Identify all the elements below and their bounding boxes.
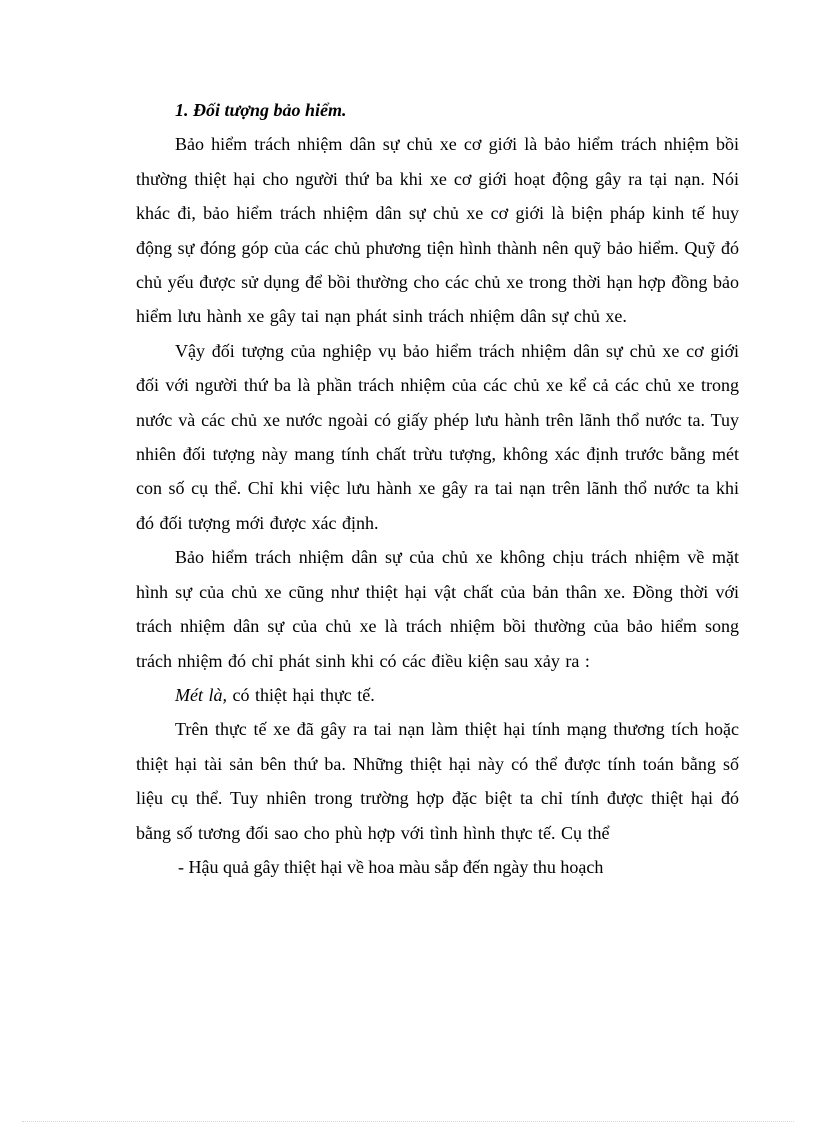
section-heading: 1. Đối tượng bảo hiểm. (175, 100, 347, 120)
paragraph-definition: Bảo hiểm trách nhiệm dân sự chủ xe cơ giới là bảo hiểm trách nhiệm bồi thường thiệt hại cho người thứ ba khi xe cơ giới hoạt động gây ra tại nạn. Nói khác đi, bảo hiểm trách nhiệm dân sự chủ xe cơ giới là biện pháp kinh tế huy động sự đóng góp của các chủ phương tiện hình thành nên quỹ bảo hiểm. Quỹ đó chủ yếu được sử dụng để bồi thường cho các chủ xe trong thời hạn hợp đồng bảo hiểm lưu hành xe gây tai nạn phát sinh trách nhiệm dân sự chủ xe. (136, 134, 739, 327)
paragraph-condition-one (136, 678, 739, 712)
page-bottom-rule (22, 1121, 794, 1122)
document-body (136, 93, 739, 884)
condition-text: có thiệt hại thực tế. (227, 684, 375, 705)
paragraph-insured-object: Vậy đối tượng của nghiệp vụ bảo hiểm trách nhiệm dân sự chủ xe cơ giới đối với người thứ ba là phần trách nhiệm của các chủ xe kể cả các chủ xe trong nước và các chủ xe nước ngoài có giấy phép lưu hành trên lãnh thổ nước ta. Tuy nhiên đối tượng này mang tính chất trừu tượng, không xác định trước bằng mét con số cụ thể. Chỉ khi việc lưu hành xe gây ra tai nạn trên lãnh thổ nước ta khi đó đối tượng mới được xác định. (136, 340, 739, 533)
paragraph-actual-damage: Trên thực tế xe đã gây ra tai nạn làm thiệt hại tính mạng thương tích hoặc thiệt hại tài sản bên thứ ba. Những thiệt hại này có thể được tính toán bằng số liệu cụ thể. Tuy nhiên trong trường hợp đặc biệt ta chỉ tính được thiệt hại đó bằng số tương đối sao cho phù hợp với tình hình thực tế. Cụ thể (136, 719, 739, 843)
list-item-crop-damage: - Hậu quả gây thiệt hại về hoa màu sắp đến ngày thu hoạch (178, 856, 604, 877)
paragraph-liability-scope: Bảo hiểm trách nhiệm dân sự của chủ xe không chịu trách nhiệm về mặt hình sự của chủ xe cũng như thiệt hại vật chất của bản thân xe. Đồng thời với trách nhiệm dân sự của chủ xe là trách nhiệm bồi thường của bảo hiểm song trách nhiệm đó chỉ phát sinh khi có các điều kiện sau xảy ra : (136, 547, 739, 671)
condition-lead: Mét là, (175, 684, 227, 705)
